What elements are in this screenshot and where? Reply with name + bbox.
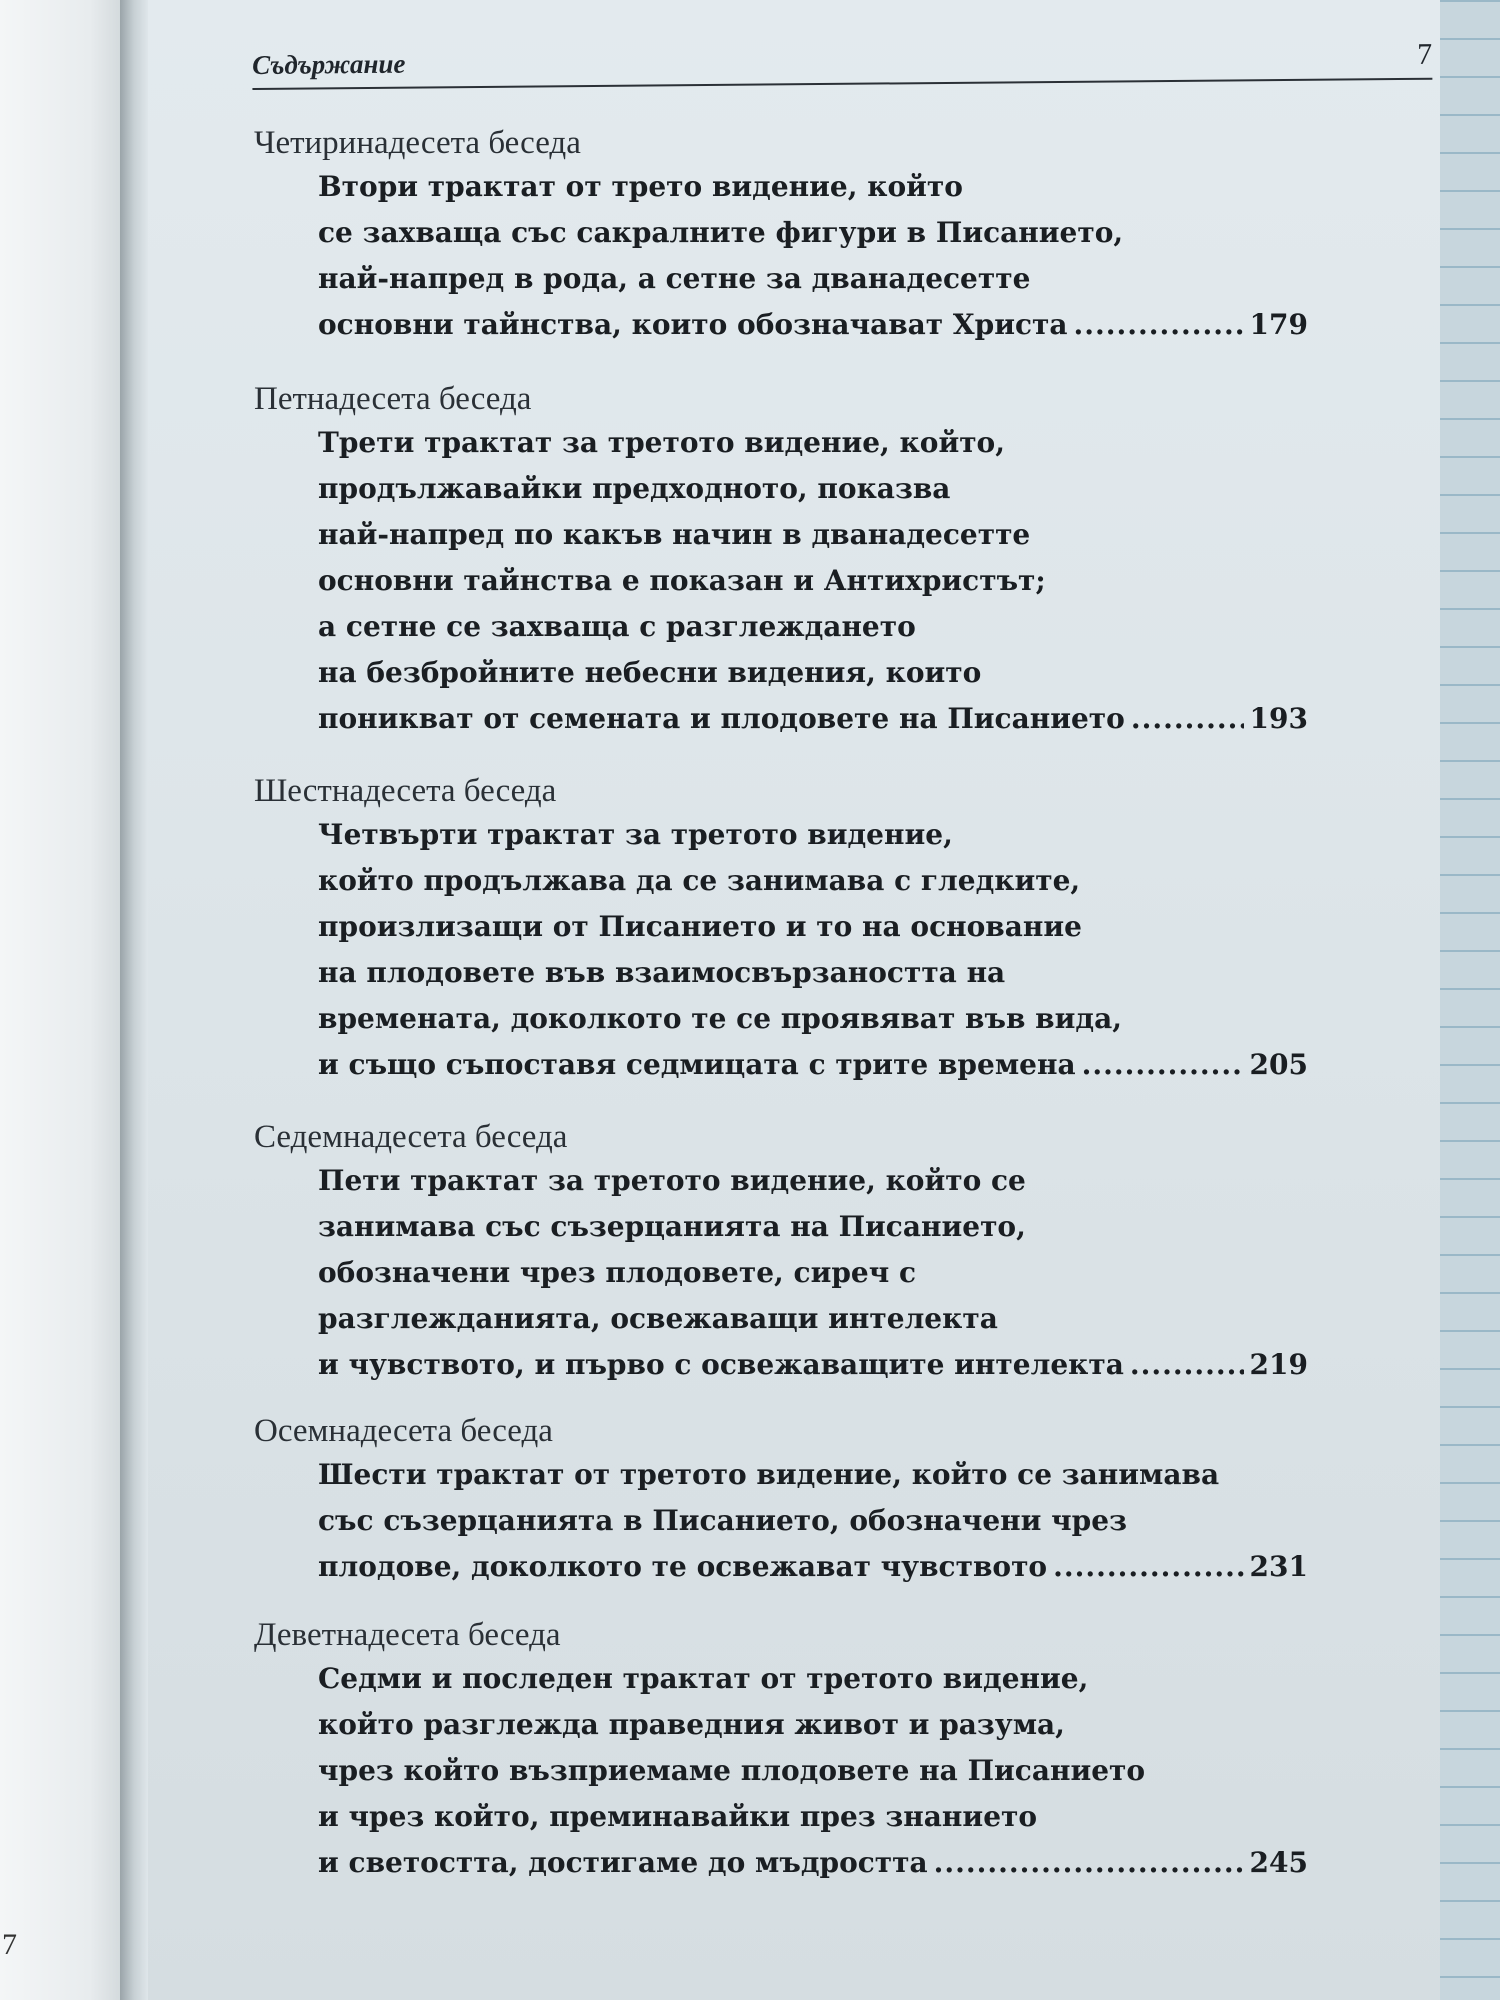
toc-entry: [254, 770, 1394, 1088]
toc-entry-line: се захваща със сакралните фигури в Писанието,: [318, 216, 1124, 249]
toc-entry-description: [318, 812, 1394, 1088]
toc-entry: [254, 1614, 1394, 1886]
toc-entry-heading: Четиринадесета беседа: [254, 125, 581, 161]
header-rule: [252, 78, 1432, 90]
toc-entry-last-line: [318, 1042, 1308, 1088]
toc-entry-heading: Шестнадесета беседа: [254, 773, 557, 809]
toc-page-number: 219: [1249, 1348, 1308, 1381]
toc-entry-line: поникват от семената и плодовете на Писанието: [318, 702, 1125, 735]
toc-page-number: 193: [1249, 702, 1308, 735]
left-page-edge: [0, 0, 128, 2000]
toc-entry-line: който продължава да се занимава с гледките,: [318, 864, 1081, 897]
toc-entry: [254, 378, 1394, 742]
toc-entry-line: и чувството, и първо с освежаващите интелекта: [318, 1348, 1124, 1381]
toc-entry-description: [318, 1452, 1394, 1590]
toc-entry-line: със съзерцанията в Писанието, обозначени чрез: [318, 1504, 1127, 1537]
running-title: Съдържание: [252, 48, 406, 80]
toc-page-number: 179: [1249, 308, 1308, 341]
toc-entry-heading: Осемнадесета беседа: [254, 1413, 553, 1449]
toc-entry-line: Шести трактат от третото видение, който се занимава: [318, 1458, 1220, 1491]
toc-entry-description: [318, 1656, 1394, 1886]
toc-entry: [254, 122, 1394, 348]
toc-entry: [254, 1410, 1394, 1590]
toc-entry-line: най-напред в рода, а сетне за дванадесетте: [318, 262, 1031, 295]
toc-entry-line: плодове, доколкото те освежават чувството: [318, 1550, 1048, 1583]
toc-entry-line: произлизащи от Писанието и то на основание: [318, 910, 1082, 943]
toc-entry-line: чрез който възприемаме плодовете на Писанието: [318, 1754, 1146, 1787]
book-page: [148, 0, 1440, 2000]
book-spine-shadow: [120, 0, 148, 2000]
toc-entry-description: [318, 164, 1394, 348]
toc-entry-line: на безбройните небесни видения, които: [318, 656, 982, 689]
toc-entry-line: Втори трактат от трето видение, който: [318, 170, 963, 203]
toc-entry-line: и също съпоставя седмицата с трите времена: [318, 1048, 1076, 1081]
toc-entry-line: разглежданията, освежаващи интелекта: [318, 1302, 998, 1335]
toc-entry-line: Трети трактат за третото видение, който,: [318, 426, 1005, 459]
toc-entry-line: Седми и последен трактат от третото видение,: [318, 1662, 1089, 1695]
toc-entry-heading: Седемнадесета беседа: [254, 1119, 568, 1155]
dot-leader: [1130, 1342, 1244, 1388]
toc-entry-line: Четвърти трактат за третото видение,: [318, 818, 953, 851]
toc-entry-line: Пети трактат за третото видение, който се: [318, 1164, 1026, 1197]
left-page-number: 7: [2, 1928, 17, 1961]
toc-entry-description: [318, 420, 1394, 742]
toc-entry-heading: Деветнадесета беседа: [254, 1617, 561, 1653]
toc-entry-heading: Петнадесета беседа: [254, 381, 532, 417]
toc-entry-line: а сетне се захваща с разглеждането: [318, 610, 916, 643]
toc-entry-line: на плодовете във взаимосвързаността на: [318, 956, 1006, 989]
toc-page-number: 205: [1249, 1048, 1308, 1081]
dot-leader: [1053, 1544, 1243, 1590]
toc-entry-last-line: [318, 1544, 1308, 1590]
toc-entry-last-line: [318, 696, 1308, 742]
toc-entry: [254, 1116, 1394, 1388]
dot-leader: [1082, 1042, 1244, 1088]
page-number: 7: [1417, 37, 1433, 71]
toc-entry-line: който разглежда праведния живот и разума,: [318, 1708, 1065, 1741]
toc-entry-line: основни тайнства, които обозначават Христа: [318, 308, 1068, 341]
toc-entry-line: и светостта, достигаме до мъдростта: [318, 1846, 928, 1879]
toc-page-number: 245: [1249, 1846, 1308, 1879]
toc-entry-line: обозначени чрез плодовете, сиреч с: [318, 1256, 917, 1289]
toc-page-number: 231: [1249, 1550, 1308, 1583]
dot-leader: [1074, 302, 1244, 348]
background-lined-paper: [1440, 0, 1500, 2000]
table-of-contents: [254, 122, 1394, 1886]
toc-entry-line: най-напред по какъв начин в дванадесетте: [318, 518, 1031, 551]
dot-leader: [934, 1840, 1244, 1886]
toc-entry-description: [318, 1158, 1394, 1388]
toc-entry-line: времената, доколкото те се проявяват във вида,: [318, 1002, 1122, 1035]
toc-entry-line: и чрез който, преминавайки през знанието: [318, 1800, 1038, 1833]
toc-entry-last-line: [318, 302, 1308, 348]
toc-entry-last-line: [318, 1840, 1308, 1886]
toc-entry-line: занимава със съзерцанията на Писанието,: [318, 1210, 1026, 1243]
page-header: [252, 30, 1432, 96]
toc-entry-last-line: [318, 1342, 1308, 1388]
dot-leader: [1131, 696, 1244, 742]
toc-entry-line: продължавайки предходното, показва: [318, 472, 951, 505]
toc-entry-line: основни тайнства е показан и Антихристът;: [318, 564, 1046, 597]
